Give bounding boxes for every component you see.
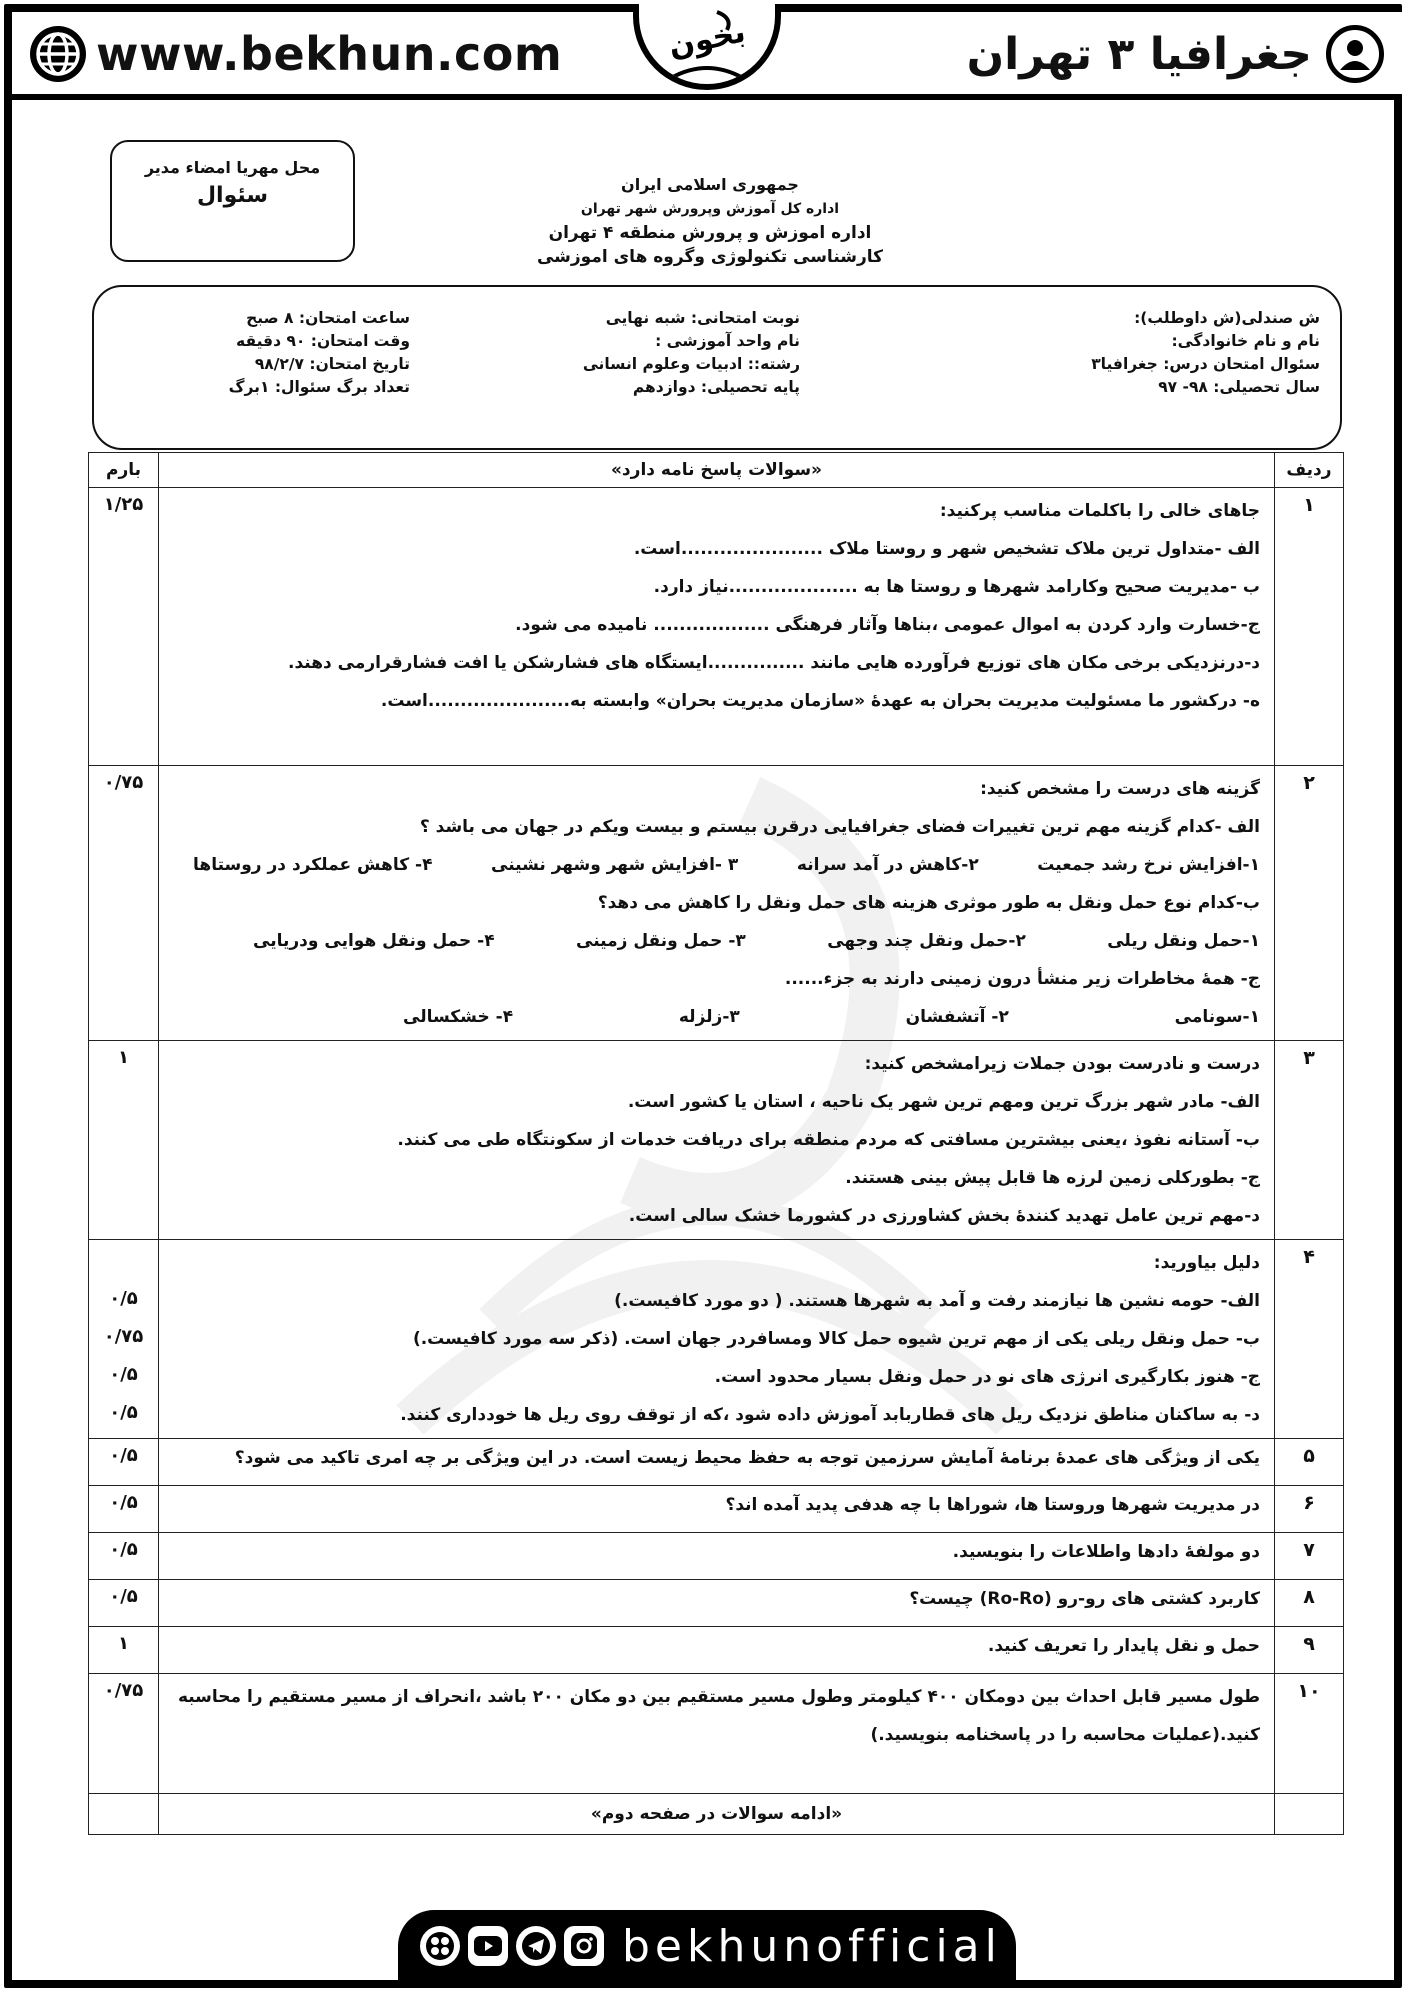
question-body <box>159 488 1275 766</box>
school-name: نام واحد آموزشی : <box>655 332 800 350</box>
question-line: ب -مدیریت صحیح وکارامد شهرها و روستا ها به ....................نیاز دارد. <box>653 577 1260 597</box>
stamp-label: محل مهریا امضاء مدیر <box>144 158 321 177</box>
question-part-c: ج- همۀ مخاطرات زیر منشأ درون زمینی دارند به جزء...... <box>784 969 1260 989</box>
question-number: ۶ <box>1275 1486 1344 1533</box>
question-score: ۱ <box>89 1041 159 1240</box>
exam-hour: ساعت امتحان: ۸ صبح <box>246 309 410 327</box>
question-part-a: الف -کدام گزینه مهم ترین تغییرات فضای جغرافیایی درقرن بیستم و بیست ویکم در جهان می باشد ؟ <box>419 817 1260 837</box>
site-url-text[interactable]: www.bekhun.com <box>96 27 563 81</box>
question-row <box>89 1627 1344 1674</box>
option: ۴- کاهش عملکرد در روستاها <box>193 855 433 875</box>
option: ۲-کاهش در آمد سرانه <box>796 855 979 875</box>
student-info <box>1091 307 1320 399</box>
question-score: ۰/۵ <box>89 1439 159 1486</box>
heading-department: اداره کل آموزش وپرورش شهر تهران <box>580 201 840 217</box>
question-text: در مدیریت شهرها وروستا ها، شوراها با چه هدفی پدید آمده اند؟ <box>159 1486 1275 1533</box>
empty-cell <box>89 1794 159 1835</box>
table-footer-row <box>89 1794 1344 1835</box>
logo-text: بخون <box>665 14 749 65</box>
question-title: دلیل بیاورید: <box>1153 1253 1260 1273</box>
exam-session-info <box>583 307 800 399</box>
principal-stamp-box <box>110 140 355 262</box>
course-name: سئوال امتحان درس: جغرافیا۳ <box>1091 355 1320 373</box>
options-a <box>173 846 1260 884</box>
question-body <box>159 1240 1275 1439</box>
option: ۳-زلزله <box>678 1007 740 1027</box>
question-line: ج- بطورکلی زمین لرزه ها قابل پیش بینی هستند. <box>845 1168 1260 1188</box>
youtube-icon[interactable] <box>468 1926 508 1966</box>
social-footer <box>398 1910 1016 1982</box>
option: ۳ -افزایش شهر وشهر نشینی <box>491 855 739 875</box>
options-c <box>173 998 1260 1036</box>
globe-icon <box>30 26 86 82</box>
question-score: ۰/۵ <box>89 1486 159 1533</box>
part-score: ۰/۵ <box>109 1402 138 1423</box>
option: ۱-افزایش نرخ رشد جمعیت <box>1037 855 1260 875</box>
question-number: ۵ <box>1275 1439 1344 1486</box>
part-score: ۰/۷۵ <box>103 1326 144 1347</box>
grade-level: پایه تحصیلی: دوازدهم <box>632 378 800 396</box>
question-line: د-مهم ترین عامل تهدید کنندۀ بخش کشاورزی در کشورما خشک سالی است. <box>628 1206 1260 1226</box>
question-number: ۷ <box>1275 1533 1344 1580</box>
student-name: نام و نام خانوادگی: <box>1171 332 1320 350</box>
question-row <box>89 1674 1344 1794</box>
page-count: تعداد برگ سئوال: ۱برگ <box>228 378 410 396</box>
exam-date: تاریخ امتحان: ۹۸/۲/۷ <box>254 355 410 373</box>
exam-title <box>967 24 1384 84</box>
question-line: طول مسیر قابل احداث بین دومکان ۴۰۰ کیلومتر وطول مسیر مستقیم بین دو مکان ۲۰۰ باشد ،انحراف از مسیر مستقیم را محاسبه <box>177 1687 1260 1707</box>
question-row <box>89 488 1344 766</box>
stamp-question-label: سئوال <box>196 183 269 208</box>
option: ۱-حمل ونقل ریلی <box>1107 931 1260 951</box>
question-score: ۰/۷۵ <box>89 1674 159 1794</box>
question-number: ۹ <box>1275 1627 1344 1674</box>
question-row <box>89 1240 1344 1439</box>
field-of-study: رشته:: ادبیات وعلوم انسانی <box>582 355 800 373</box>
question-score: ۰/۵ <box>89 1533 159 1580</box>
question-row <box>89 1041 1344 1240</box>
question-number: ۴ <box>1275 1240 1344 1439</box>
site-link[interactable] <box>30 24 562 84</box>
question-number: ۱۰ <box>1275 1674 1344 1794</box>
question-score: ۱/۲۵ <box>89 488 159 766</box>
option: ۲- آتشفشان <box>905 1007 1009 1027</box>
part-score: ۰/۵ <box>109 1288 138 1309</box>
question-line: کنید.(عملیات محاسبه را در پاسخنامه بنویسید.) <box>870 1725 1260 1745</box>
seat-number: ش صندلی(ش داوطلب): <box>1134 309 1320 327</box>
question-line: ه- درکشور ما مسئولیت مدیریت بحران به عهدۀ «سازمان مدیریت بحران» وابسته به......................است. <box>380 691 1260 711</box>
question-line: ب- آستانه نفوذ ،یعنی بیشترین مسافتی که مردم منطقه برای دریافت خدمات از سکونتگاه طی می کنند. <box>397 1130 1260 1150</box>
question-text: کاربرد کشتی های رو-رو (Ro-Ro) چیست؟ <box>159 1580 1275 1627</box>
question-number: ۲ <box>1275 766 1344 1041</box>
part-score: ۰/۵ <box>109 1364 138 1385</box>
question-line: الف- مادر شهر بزرگ ترین ومهم ترین شهر یک ناحیه ، استان یا کشور است. <box>627 1092 1260 1112</box>
question-title: گزینه های درست را مشخص کنید: <box>980 779 1260 799</box>
question-text: دو مولفۀ دادها واطلاعات را بنویسید. <box>159 1533 1275 1580</box>
option: ۳- حمل ونقل زمینی <box>576 931 746 951</box>
question-number: ۳ <box>1275 1041 1344 1240</box>
aparat-icon[interactable] <box>420 1926 460 1966</box>
empty-cell <box>1275 1794 1344 1835</box>
question-part-b: ب-کدام نوع حمل ونقل به طور موثری هزینه های حمل ونقل را کاهش می دهد؟ <box>597 893 1260 913</box>
question-line: ج-خسارت وارد کردن به اموال عمومی ،بناها وآثار فرهنگی .................. نامیده می شود. <box>515 615 1260 635</box>
question-row <box>89 1439 1344 1486</box>
question-text: حمل و نقل پایدار را تعریف کنید. <box>159 1627 1275 1674</box>
question-body <box>159 766 1275 1041</box>
question-row <box>89 1486 1344 1533</box>
question-line: ج- هنوز بکارگیری انرژی های نو در حمل ونقل بسیار محدود است. <box>714 1367 1260 1387</box>
question-title: جاهای خالی را باکلمات مناسب پرکنید: <box>939 501 1260 521</box>
banner-header: «سوالات پاسخ نامه دارد» <box>159 453 1275 488</box>
question-line: د-درنزدیکی برخی مکان های توزیع فرآورده هایی مانند ...............ایستگاه های فشارشکن یا افت فشارقرارمی دهند. <box>287 653 1260 673</box>
heading-office: کارشناسی تکنولوژی وگروه های اموزشی <box>536 247 884 267</box>
academic-year: سال تحصیلی: ۹۸- ۹۷ <box>1158 378 1320 396</box>
question-row <box>89 1580 1344 1627</box>
social-handle[interactable]: bekhunofficial <box>622 1920 1002 1972</box>
exam-duration: وقت امتحان: ۹۰ دقیقه <box>236 332 410 350</box>
option: ۴- حمل ونقل هوایی ودریایی <box>253 931 495 951</box>
exam-heading <box>470 173 950 269</box>
table-header-row <box>89 453 1344 488</box>
question-line: ب- حمل ونقل ریلی یکی از مهم ترین شیوه حمل کالا ومسافردر جهان است. (ذکر سه مورد کافیست.) <box>412 1329 1260 1349</box>
question-score: ۰/۷۵ <box>89 766 159 1041</box>
option: ۴- خشکسالی <box>403 1007 514 1027</box>
row-column-header: ردیف <box>1275 453 1344 488</box>
heading-country: جمهوری اسلامی ایران <box>621 175 799 194</box>
question-row <box>89 1533 1344 1580</box>
instagram-icon[interactable] <box>564 1926 604 1966</box>
question-body <box>159 1674 1275 1794</box>
question-line: الف -متداول ترین ملاک تشخیص شهر و روستا ملاک ......................است. <box>633 539 1260 559</box>
question-line: د- به ساکنان مناطق نزدیک ریل های قطاربابد آموزش داده شود ،که از توقف روی ریل ها خودداری کنند. <box>400 1405 1260 1425</box>
option: ۲-حمل ونقل چند وجهی <box>827 931 1026 951</box>
options-b <box>173 922 1260 960</box>
continued-note: «ادامه سوالات در صفحه دوم» <box>159 1794 1275 1835</box>
question-number: ۱ <box>1275 488 1344 766</box>
heading-district: اداره اموزش و پرورش منطقه ۴ تهران <box>548 223 872 243</box>
subject-title: جغرافیا ۳ تهران <box>966 28 1312 80</box>
exam-time-info <box>229 307 410 399</box>
telegram-icon[interactable] <box>516 1926 556 1966</box>
question-body <box>159 1041 1275 1240</box>
exam-term: نوبت امتحانی: شبه نهایی <box>605 309 800 327</box>
question-scores <box>89 1240 159 1439</box>
question-score: ۱ <box>89 1627 159 1674</box>
question-number: ۸ <box>1275 1580 1344 1627</box>
question-score: ۰/۵ <box>89 1580 159 1627</box>
exam-info-box <box>92 285 1342 450</box>
question-row <box>89 766 1344 1041</box>
question-text: یکی از ویژگی های عمدۀ برنامۀ آمایش سرزمین توجه به حفظ محیط زیست است. در این ویژگی بر چه امری تاکید می شود؟ <box>159 1439 1275 1486</box>
score-column-header: بارم <box>89 453 159 488</box>
question-title: درست و نادرست بودن جملات زیرامشخص کنید: <box>864 1054 1260 1074</box>
option: ۱-سونامی <box>1174 1007 1260 1027</box>
user-icon <box>1326 25 1384 83</box>
questions-table <box>88 452 1344 1835</box>
question-line: الف- حومه نشین ها نیازمند رفت و آمد به شهرها هستند. ( دو مورد کافیست.) <box>614 1291 1260 1311</box>
